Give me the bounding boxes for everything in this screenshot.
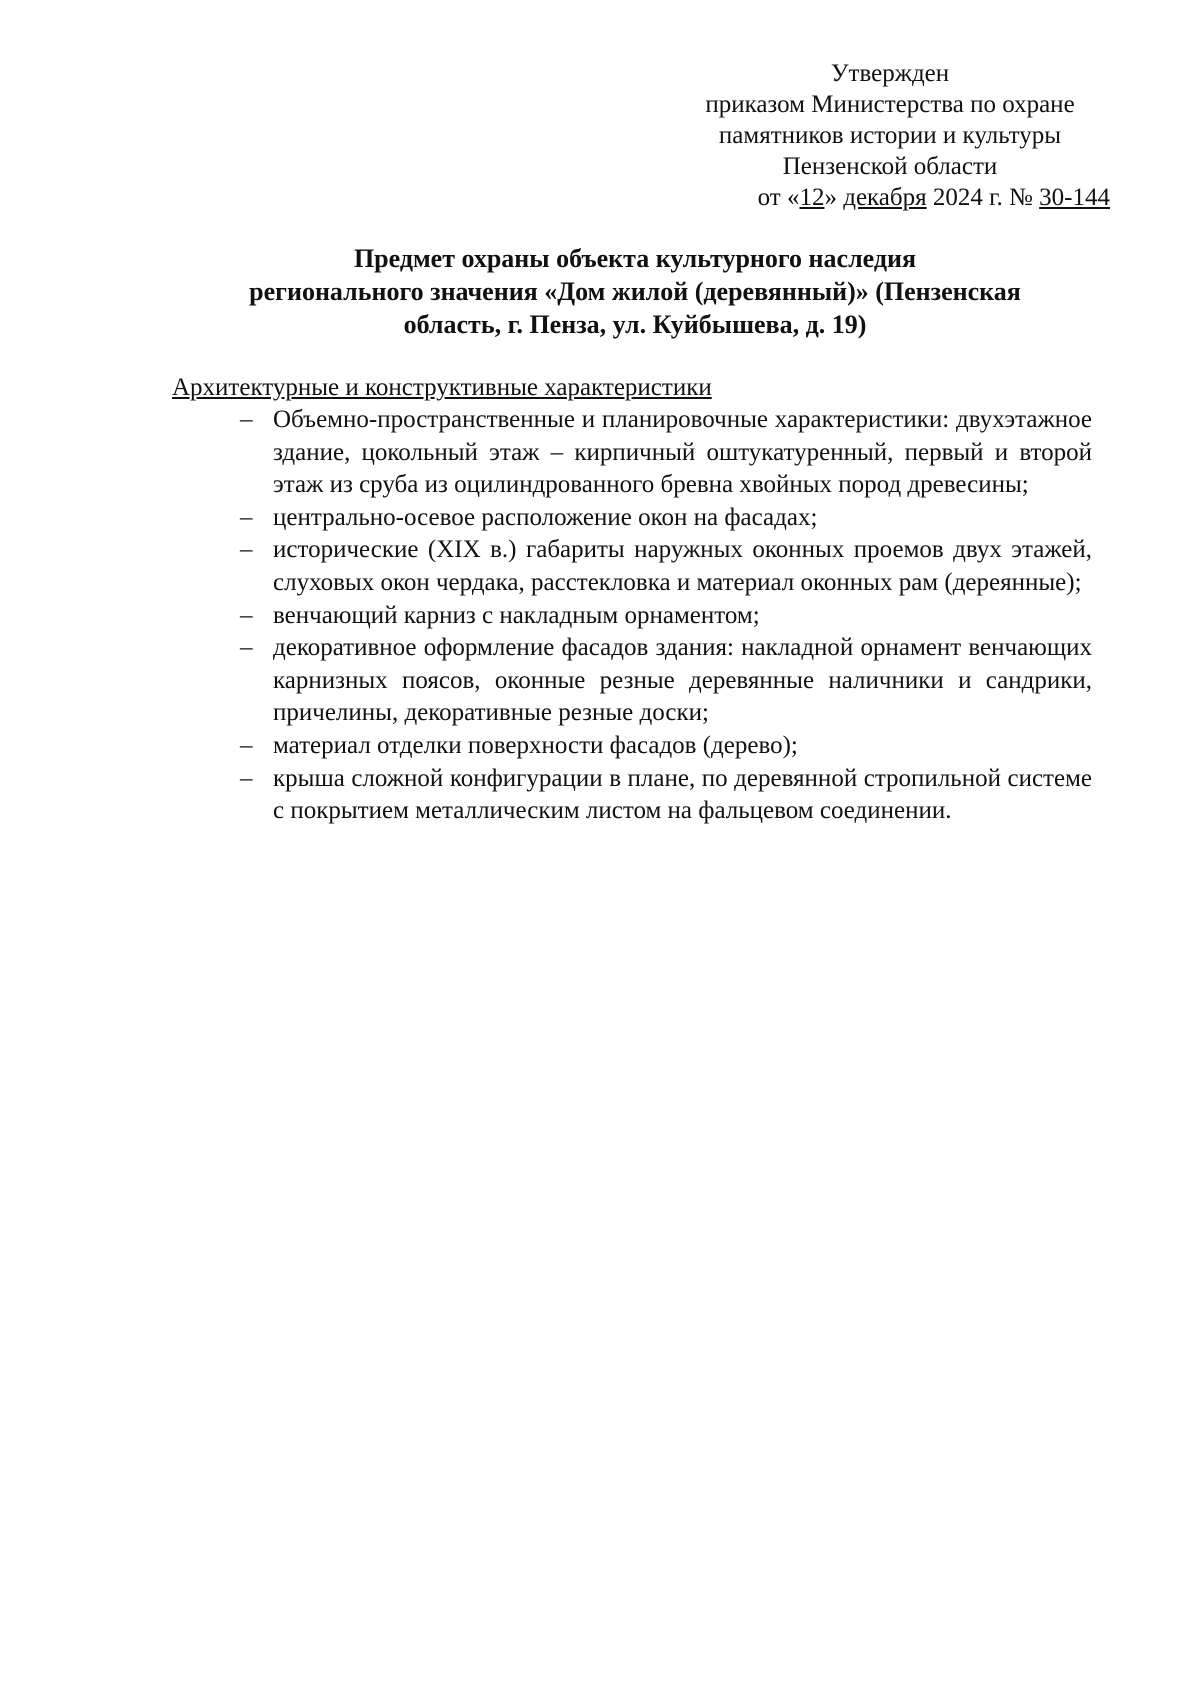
characteristics-list bbox=[240, 404, 1092, 828]
document-title bbox=[170, 242, 1100, 341]
date-year: 2024 г. № bbox=[926, 184, 1040, 211]
approval-line-2: приказом Министерства по охране bbox=[705, 91, 1075, 118]
list-dash: – bbox=[240, 536, 253, 564]
list-item bbox=[240, 502, 1092, 535]
approval-line-1: Утвержден bbox=[830, 60, 950, 87]
list-dash: – bbox=[240, 503, 253, 531]
list-dash: – bbox=[240, 634, 253, 662]
date-mid: » bbox=[824, 184, 844, 211]
list-item-text: центрально-осевое расположение окон на фасадах; bbox=[273, 503, 818, 531]
list-item-text: материал отделки поверхности фасадов (дерево); bbox=[273, 731, 798, 759]
approval-line-4: Пензенской области bbox=[782, 153, 998, 180]
list-item-text: венчающий карниз с накладным орнаментом; bbox=[273, 601, 760, 629]
date-day: 12 bbox=[799, 184, 825, 211]
date-month: декабря bbox=[843, 184, 927, 211]
approval-date-line bbox=[660, 182, 1120, 213]
approval-block bbox=[660, 58, 1120, 213]
list-item bbox=[240, 632, 1092, 730]
list-item bbox=[240, 763, 1092, 828]
title-line-1: Предмет охраны объекта культурного наследия bbox=[353, 244, 917, 273]
date-prefix: от « bbox=[757, 184, 800, 211]
list-item-text: исторические (XIX в.) габариты наружных оконных проемов двух этажей, слуховых окон чердака, расстекловка и материал оконных рам (дереянные); bbox=[273, 536, 1092, 596]
list-dash: – bbox=[240, 406, 253, 433]
title-line-3: область, г. Пенза, ул. Куйбышева, д. 19) bbox=[403, 310, 867, 339]
list-item bbox=[240, 600, 1092, 633]
list-item bbox=[240, 730, 1092, 763]
section-heading: Архитектурные и конструктивные характеристики bbox=[172, 374, 712, 401]
list-item-text: крыша сложной конфигурации в плане, по деревянной стропильной системе с покрытием металлическим листом на фальцевом соединении. bbox=[273, 764, 1092, 825]
list-item-text: Объемно-пространственные и планировочные характеристики: двухэтажное здание, цокольный этаж – кирпичный оштукатуренный, первый и второй этаж из сруба из оцилиндрованного бревна хвойных пород древесины; bbox=[273, 406, 1092, 499]
list-dash: – bbox=[240, 601, 253, 629]
order-number: 30-144 bbox=[1039, 184, 1110, 211]
list-dash: – bbox=[240, 731, 253, 759]
list-dash: – bbox=[240, 764, 253, 792]
title-line-2: регионального значения «Дом жилой (деревянный)» (Пензенская bbox=[249, 277, 1021, 306]
list-item-text: декоративное оформление фасадов здания: накладной орнамент венчающих карнизных поясов, оконные резные деревянные наличники и сандрики, причелины, декоративные резные доски; bbox=[273, 634, 1092, 727]
approval-line-3: памятников истории и культуры bbox=[718, 122, 1062, 149]
list-item bbox=[240, 534, 1092, 599]
list-item bbox=[240, 404, 1092, 502]
